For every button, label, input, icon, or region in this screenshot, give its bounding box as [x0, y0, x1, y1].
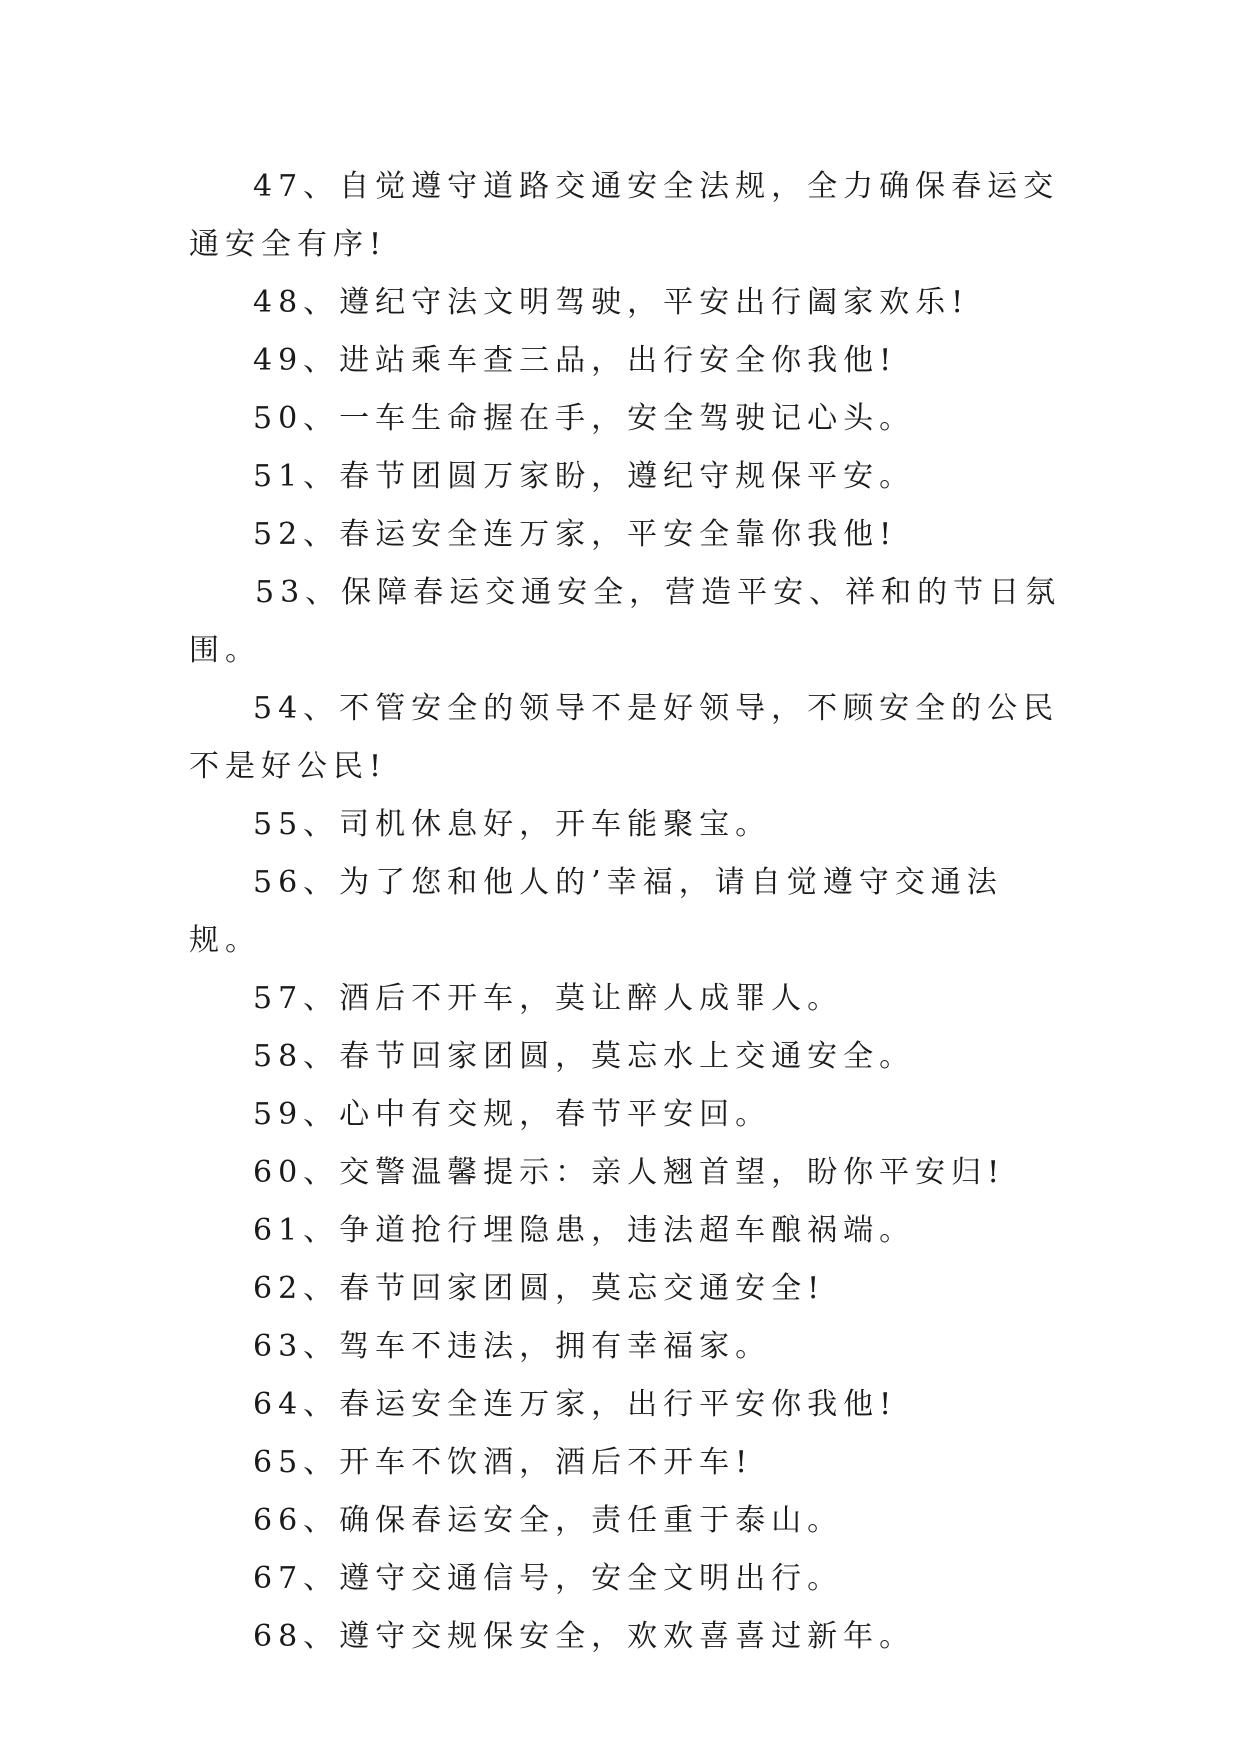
- list-item: 59、心中有交规，春节平安回。: [253, 1097, 772, 1132]
- list-item: 51、春节团圆万家盼，遵纪守规保平安。: [253, 459, 916, 494]
- list-item: 56、为了您和他人的’幸福，请自觉遵守交通法规。: [189, 865, 1003, 958]
- list-item: 61、争道抢行埋隐患，违法超车酿祸端。: [253, 1213, 916, 1248]
- list-item: 50、一车生命握在手，安全驾驶记心头。: [253, 401, 916, 436]
- list-item: 48、遵纪守法文明驾驶，平安出行阖家欢乐!: [253, 285, 970, 320]
- list-item: 47、自觉遵守道路交通安全法规，全力确保春运交通安全有序!: [189, 169, 1060, 262]
- list-item: 63、驾车不违法，拥有幸福家。: [253, 1329, 772, 1364]
- list-item: 66、确保春运安全，责任重于泰山。: [253, 1503, 844, 1538]
- list-item: 57、酒后不开车，莫让醉人成罪人。: [253, 981, 844, 1016]
- list-item: 67、遵守交通信号，安全文明出行。: [253, 1561, 844, 1596]
- document-body: [189, 158, 1069, 1666]
- list-item: 68、遵守交规保安全，欢欢喜喜过新年。: [253, 1619, 916, 1654]
- list-item: 55、司机休息好，开车能聚宝。: [253, 807, 772, 842]
- list-item: 49、进站乘车查三品，出行安全你我他!: [253, 343, 898, 378]
- list-item: 60、交警温馨提示：亲人翘首望，盼你平安归!: [253, 1155, 1006, 1190]
- list-item: 53、保障春运交通安全，营造平安、祥和的节日氛围。: [189, 575, 1062, 668]
- list-item: 65、开车不饮酒，酒后不开车!: [253, 1445, 754, 1480]
- list-item: 58、春节回家团圆，莫忘水上交通安全。: [253, 1039, 916, 1074]
- list-item: 52、春运安全连万家，平安全靠你我他!: [253, 517, 898, 552]
- list-item: 54、不管安全的领导不是好领导，不顾安全的公民不是好公民!: [189, 691, 1060, 784]
- list-item: 62、春节回家团圆，莫忘交通安全!: [253, 1271, 826, 1306]
- list-item: 64、春运安全连万家，出行平安你我他!: [253, 1387, 898, 1422]
